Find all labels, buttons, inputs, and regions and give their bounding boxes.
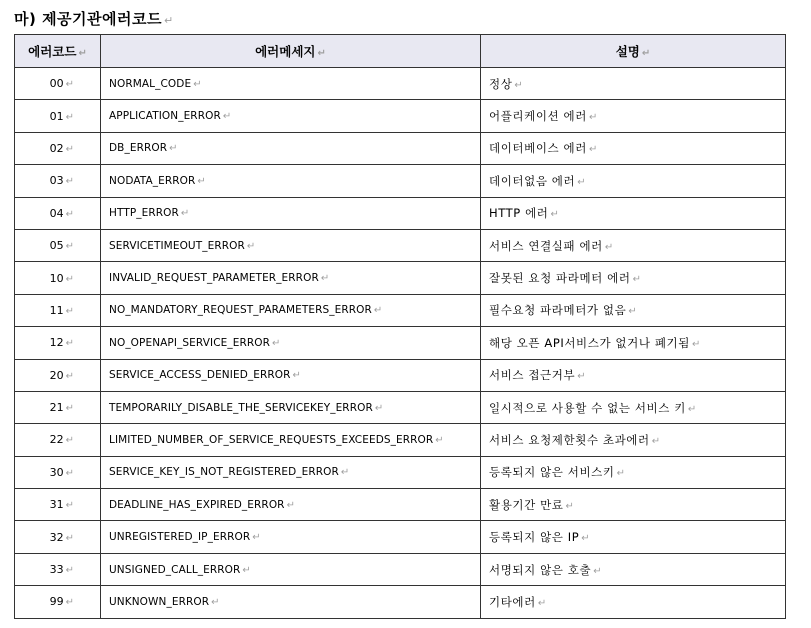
paragraph-mark-icon: ↵ <box>616 468 625 480</box>
error-code-cell <box>15 294 101 326</box>
description-cell <box>481 359 786 391</box>
paragraph-mark-icon: ↵ <box>514 79 523 91</box>
error-code-cell <box>15 262 101 294</box>
description-text: HTTP 에러 <box>489 206 549 221</box>
error-message-cell <box>101 327 481 359</box>
error-message-text: DEADLINE_HAS_EXPIRED_ERROR <box>109 498 285 511</box>
paragraph-mark-icon: ↵ <box>65 403 74 415</box>
error-message-text: LIMITED_NUMBER_OF_SERVICE_REQUESTS_EXCEEDS_ERROR <box>109 433 434 446</box>
paragraph-mark-icon: ↵ <box>197 175 206 187</box>
description-text: 등록되지 않은 서비스키 <box>489 465 615 480</box>
description-cell <box>481 456 786 488</box>
description-text: 일시적으로 사용할 수 없는 서비스 키 <box>489 400 686 415</box>
error-code-text: 99 <box>49 595 64 609</box>
error-code-cell <box>15 424 101 456</box>
paragraph-mark-icon: ↵ <box>373 305 383 317</box>
section-heading <box>14 8 174 29</box>
table-row <box>15 197 786 229</box>
paragraph-mark-icon: ↵ <box>65 565 74 577</box>
table-row <box>15 165 786 197</box>
paragraph-mark-icon: ↵ <box>604 241 614 253</box>
error-message-text: UNKNOWN_ERROR <box>109 595 210 608</box>
error-code-text: 31 <box>49 498 64 512</box>
error-code-cell <box>15 456 101 488</box>
error-code-text: 12 <box>49 336 64 350</box>
table-header <box>15 35 786 68</box>
description-cell <box>481 165 786 197</box>
error-code-cell <box>15 489 101 521</box>
paragraph-mark-icon: ↵ <box>252 532 261 544</box>
paragraph-mark-icon: ↵ <box>632 274 641 286</box>
paragraph-mark-icon: ↵ <box>581 533 590 545</box>
error-message-text: TEMPORARILY_DISABLE_THE_SERVICEKEY_ERROR <box>109 401 373 414</box>
error-code-text: 21 <box>49 401 64 415</box>
description-text: 어플리케이션 에러 <box>489 109 587 124</box>
description-cell <box>481 197 786 229</box>
error-message-cell <box>101 132 481 164</box>
paragraph-mark-icon: ↵ <box>691 338 701 350</box>
description-text: 등록되지 않은 IP <box>489 530 580 545</box>
error-message-cell <box>101 68 481 100</box>
error-message-text: SERVICE_ACCESS_DENIED_ERROR <box>109 369 291 382</box>
paragraph-mark-icon: ↵ <box>65 208 74 220</box>
table-row <box>15 586 786 618</box>
table-row <box>15 553 786 585</box>
error-message-cell <box>101 391 481 423</box>
error-code-text: 33 <box>49 563 64 577</box>
error-message-text: NODATA_ERROR <box>109 174 196 187</box>
table-header-row <box>15 35 786 68</box>
paragraph-mark-icon: ↵ <box>65 435 74 447</box>
description-cell <box>481 327 786 359</box>
error-message-text: HTTP_ERROR <box>109 207 179 220</box>
column-header-label: 에러메세지 <box>255 44 316 59</box>
paragraph-mark-icon: ↵ <box>65 241 74 253</box>
paragraph-mark-icon: ↵ <box>272 337 281 349</box>
description-text: 서비스 연결실패 에러 <box>489 238 603 253</box>
error-message-cell <box>101 456 481 488</box>
description-cell <box>481 424 786 456</box>
error-code-cell <box>15 132 101 164</box>
paragraph-mark-icon: ↵ <box>628 306 637 318</box>
paragraph-mark-icon: ↵ <box>65 111 74 123</box>
description-cell <box>481 521 786 553</box>
error-message-cell <box>101 359 481 391</box>
column-header-label: 에러코드 <box>28 44 77 59</box>
description-cell <box>481 229 786 261</box>
error-code-text: 20 <box>49 368 64 382</box>
paragraph-mark-icon: ↵ <box>65 532 74 544</box>
error-code-cell <box>15 229 101 261</box>
table-body <box>15 68 786 619</box>
error-code-cell <box>15 521 101 553</box>
error-code-cell <box>15 327 101 359</box>
error-message-cell <box>101 424 481 456</box>
paragraph-mark-icon: ↵ <box>687 403 697 415</box>
description-text: 데이터없음 에러 <box>489 173 576 188</box>
paragraph-mark-icon: ↵ <box>593 565 602 577</box>
description-cell <box>481 132 786 164</box>
error-code-cell <box>15 359 101 391</box>
paragraph-mark-icon: ↵ <box>65 143 74 155</box>
table-row <box>15 132 786 164</box>
error-code-cell <box>15 586 101 618</box>
error-code-text: 03 <box>49 174 64 188</box>
error-message-cell <box>101 489 481 521</box>
column-header-description <box>481 35 786 68</box>
column-header-label: 설명 <box>615 44 640 59</box>
table-row <box>15 456 786 488</box>
error-code-cell <box>15 165 101 197</box>
description-cell <box>481 262 786 294</box>
error-code-text: 00 <box>49 77 64 91</box>
table-row <box>15 359 786 391</box>
error-message-cell <box>101 294 481 326</box>
paragraph-mark-icon: ↵ <box>65 79 74 91</box>
table-row <box>15 327 786 359</box>
description-cell <box>481 553 786 585</box>
error-message-text: NO_MANDATORY_REQUEST_PARAMETERS_ERROR <box>109 304 372 317</box>
paragraph-mark-icon: ↵ <box>65 338 74 350</box>
column-header-code <box>15 35 101 68</box>
description-text: 서비스 접근거부 <box>489 368 576 383</box>
error-message-cell <box>101 262 481 294</box>
table-row <box>15 100 786 132</box>
paragraph-mark-icon: ↵ <box>65 176 74 188</box>
paragraph-mark-icon: ↵ <box>374 402 384 414</box>
paragraph-mark-icon: ↵ <box>180 208 190 220</box>
error-message-text: DB_ERROR <box>109 142 168 155</box>
error-message-cell <box>101 229 481 261</box>
paragraph-mark-icon: ↵ <box>164 14 174 27</box>
error-message-cell <box>101 521 481 553</box>
table-row <box>15 229 786 261</box>
error-code-text: 02 <box>49 141 64 155</box>
paragraph-mark-icon: ↵ <box>320 273 330 285</box>
error-code-cell <box>15 197 101 229</box>
column-header-message <box>101 35 481 68</box>
table-row <box>15 68 786 100</box>
description-text: 기타에러 <box>489 594 536 609</box>
description-text: 잘못된 요청 파라메터 에러 <box>489 271 631 286</box>
description-text: 필수요청 파라메터가 없음 <box>489 303 627 318</box>
description-text: 해당 오픈 API서비스가 없거나 폐기됨 <box>489 335 690 350</box>
table-row <box>15 489 786 521</box>
description-cell <box>481 391 786 423</box>
error-message-cell <box>101 553 481 585</box>
table-row <box>15 424 786 456</box>
paragraph-mark-icon: ↵ <box>65 370 74 382</box>
paragraph-mark-icon: ↵ <box>78 48 87 59</box>
error-code-text: 32 <box>49 530 64 544</box>
description-text: 서명되지 않은 호출 <box>489 562 592 577</box>
error-code-text: 22 <box>49 433 64 447</box>
table-row <box>15 294 786 326</box>
error-message-text: UNSIGNED_CALL_ERROR <box>109 563 241 576</box>
paragraph-mark-icon: ↵ <box>641 48 651 59</box>
error-message-text: NO_OPENAPI_SERVICE_ERROR <box>109 336 271 349</box>
error-message-text: APPLICATION_ERROR <box>109 110 221 123</box>
paragraph-mark-icon: ↵ <box>65 305 74 317</box>
paragraph-mark-icon: ↵ <box>169 143 178 155</box>
paragraph-mark-icon: ↵ <box>242 564 251 576</box>
description-cell <box>481 68 786 100</box>
description-cell <box>481 489 786 521</box>
paragraph-mark-icon: ↵ <box>65 273 74 285</box>
paragraph-mark-icon: ↵ <box>651 435 661 447</box>
paragraph-mark-icon: ↵ <box>292 370 301 382</box>
error-message-cell <box>101 165 481 197</box>
error-code-text: 30 <box>49 465 64 479</box>
error-code-cell <box>15 68 101 100</box>
error-code-cell <box>15 553 101 585</box>
paragraph-mark-icon: ↵ <box>211 596 220 608</box>
error-code-text: 05 <box>49 239 64 253</box>
section-heading-text: 마) 제공기관에러코드 <box>14 10 162 28</box>
table-row <box>15 262 786 294</box>
paragraph-mark-icon: ↵ <box>588 112 598 124</box>
paragraph-mark-icon: ↵ <box>577 176 586 188</box>
paragraph-mark-icon: ↵ <box>537 597 547 609</box>
error-message-text: SERVICETIMEOUT_ERROR <box>109 239 245 252</box>
error-code-table <box>14 34 786 619</box>
description-cell <box>481 586 786 618</box>
paragraph-mark-icon: ↵ <box>340 467 350 479</box>
description-text: 서비스 요청제한횟수 초과에러 <box>489 432 650 447</box>
description-cell <box>481 100 786 132</box>
paragraph-mark-icon: ↵ <box>193 78 202 90</box>
description-cell <box>481 294 786 326</box>
table-row <box>15 521 786 553</box>
paragraph-mark-icon: ↵ <box>222 111 232 123</box>
paragraph-mark-icon: ↵ <box>565 500 574 512</box>
error-code-text: 04 <box>49 206 64 220</box>
paragraph-mark-icon: ↵ <box>317 48 326 59</box>
error-message-cell <box>101 100 481 132</box>
description-text: 정상 <box>489 76 513 91</box>
paragraph-mark-icon: ↵ <box>246 240 256 252</box>
paragraph-mark-icon: ↵ <box>65 467 74 479</box>
error-message-cell <box>101 197 481 229</box>
paragraph-mark-icon: ↵ <box>550 209 559 221</box>
error-code-cell <box>15 100 101 132</box>
paragraph-mark-icon: ↵ <box>577 371 586 383</box>
error-message-cell <box>101 586 481 618</box>
description-text: 활용기간 만료 <box>489 497 564 512</box>
error-code-text: 01 <box>49 109 64 123</box>
paragraph-mark-icon: ↵ <box>286 499 295 511</box>
error-code-text: 10 <box>49 271 64 285</box>
error-code-text: 11 <box>49 303 64 317</box>
paragraph-mark-icon: ↵ <box>435 434 444 446</box>
description-text: 데이터베이스 에러 <box>489 141 587 156</box>
error-message-text: NORMAL_CODE <box>109 77 192 90</box>
error-message-text: SERVICE_KEY_IS_NOT_REGISTERED_ERROR <box>109 466 339 479</box>
error-code-cell <box>15 391 101 423</box>
paragraph-mark-icon: ↵ <box>65 500 74 512</box>
table-row <box>15 391 786 423</box>
paragraph-mark-icon: ↵ <box>588 144 598 156</box>
error-message-text: UNREGISTERED_IP_ERROR <box>109 531 251 544</box>
error-message-text: INVALID_REQUEST_PARAMETER_ERROR <box>109 272 319 285</box>
paragraph-mark-icon: ↵ <box>65 597 74 609</box>
